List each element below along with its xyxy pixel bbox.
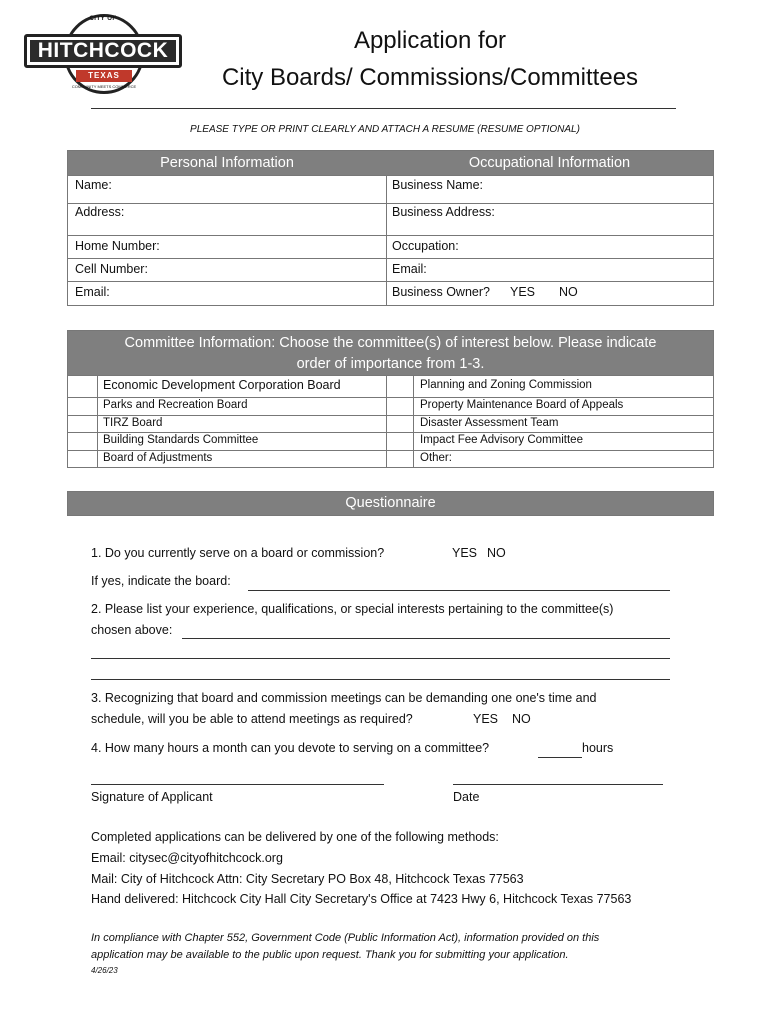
question-1-no[interactable]: NO (487, 546, 506, 560)
delivery-email: Email: citysec@cityofhitchcock.org (91, 851, 283, 865)
rank-box-divider (97, 375, 98, 467)
committee-option-adjustments[interactable]: Board of Adjustments (103, 452, 213, 464)
committee-option-other[interactable]: Other: (420, 452, 452, 464)
row-divider (68, 258, 713, 259)
delivery-mail: Mail: City of Hitchcock Attn: City Secretary PO Box 48, Hitchcock Texas 77563 (91, 872, 524, 886)
personal-header (68, 151, 386, 175)
row-divider (68, 375, 713, 376)
business-owner-yes[interactable]: YES (510, 285, 536, 299)
committee-option-planning-zoning[interactable]: Planning and Zoning Commission (420, 379, 592, 391)
occupational-header (386, 151, 713, 175)
logo-name: HITCHCOCK (30, 40, 176, 62)
business-owner-no[interactable]: NO (559, 285, 578, 299)
business-email-field[interactable]: Email: (392, 262, 427, 276)
cell-number-field[interactable]: Cell Number: (75, 262, 148, 276)
occupational-header-label: Occupational Information (468, 155, 631, 171)
row-divider (68, 450, 713, 451)
committee-header (68, 331, 713, 375)
committee-option-building-standards[interactable]: Building Standards Committee (103, 434, 259, 446)
home-number-field[interactable]: Home Number: (75, 239, 160, 253)
questionnaire-header-label: Questionnaire (345, 495, 436, 511)
committee-header-line2: order of importance from 1-3. (296, 356, 485, 372)
committee-option-edc[interactable]: Economic Development Corporation Board (103, 378, 341, 392)
occupation-field[interactable]: Occupation: (392, 239, 459, 253)
business-name-field[interactable]: Business Name: (392, 178, 484, 192)
personal-email-field[interactable]: Email: (75, 285, 110, 299)
experience-input-line[interactable] (182, 625, 670, 639)
board-name-input-line[interactable] (248, 576, 670, 591)
business-address-field[interactable]: Business Address: (392, 205, 495, 219)
delivery-hand: Hand delivered: Hitchcock City Hall City Secretary's Office at 7423 Hwy 6, Hitchcock Texas 77563 (91, 892, 632, 906)
row-divider (68, 415, 713, 416)
logo-city-of: CITY OF (89, 16, 117, 22)
table-divider-vertical (386, 175, 387, 305)
row-divider (68, 235, 713, 236)
date-label: Date (453, 790, 480, 804)
name-field[interactable]: Name: (75, 178, 112, 192)
date-line[interactable] (453, 770, 663, 785)
questionnaire-header (67, 491, 714, 516)
question-3-no[interactable]: NO (512, 712, 531, 726)
question-4-unit: hours (582, 741, 614, 755)
revision-date: 4/26/23 (91, 966, 118, 975)
committee-option-impact-fee[interactable]: Impact Fee Advisory Committee (420, 434, 583, 446)
logo-motto: COMMUNITY MEETS COMMERCE (71, 84, 137, 89)
experience-input-line[interactable] (91, 666, 670, 680)
question-2-line2: chosen above: (91, 623, 173, 637)
question-3-yes[interactable]: YES (473, 712, 499, 726)
question-4: 4. How many hours a month can you devote to serving on a committee? (91, 741, 490, 755)
signature-label: Signature of Applicant (91, 790, 213, 804)
row-divider (68, 203, 713, 204)
personal-header-label: Personal Information (160, 155, 294, 171)
committee-header-line1: Committee Information: Choose the committee(s) of interest below. Please indicate (124, 335, 657, 351)
question-1-followup: If yes, indicate the board: (91, 574, 231, 588)
page-title-line2: City Boards/ Commissions/Committees (221, 64, 639, 91)
city-logo (24, 14, 182, 96)
delivery-intro: Completed applications can be delivered by one of the following methods: (91, 830, 499, 844)
instructions: PLEASE TYPE OR PRINT CLEARLY AND ATTACH A RESUME (RESUME OPTIONAL) (190, 124, 580, 135)
row-divider (68, 175, 713, 176)
logo-state: TEXAS (76, 70, 132, 82)
compliance-line2: application may be available to the public upon request. Thank you for submitting your application. (91, 949, 569, 961)
question-3-line2: schedule, will you be able to attend meetings as required? (91, 712, 413, 726)
row-divider (68, 281, 713, 282)
page-title-line1: Application for (353, 27, 507, 54)
experience-input-line[interactable] (91, 645, 670, 659)
logo-banner (24, 34, 182, 68)
committee-table (67, 330, 714, 468)
column-divider (386, 375, 387, 467)
row-divider (68, 432, 713, 433)
question-1-yes[interactable]: YES (452, 546, 478, 560)
rank-box-divider (413, 375, 414, 467)
question-2-line1: 2. Please list your experience, qualifications, or special interests pertaining to the committee(s) (91, 602, 614, 616)
question-3-line1: 3. Recognizing that board and commission meetings can be demanding one one's time and (91, 691, 597, 705)
signature-line[interactable] (91, 770, 384, 785)
compliance-line1: In compliance with Chapter 552, Government Code (Public Information Act), information provided on this (91, 932, 600, 944)
committee-option-property-maintenance[interactable]: Property Maintenance Board of Appeals (420, 399, 624, 411)
personal-occupational-table (67, 150, 714, 306)
business-owner-label: Business Owner? (392, 285, 490, 299)
question-1: 1. Do you currently serve on a board or commission? (91, 546, 385, 560)
committee-option-tirz[interactable]: TIRZ Board (103, 417, 163, 429)
hours-input-line[interactable] (538, 743, 582, 758)
committee-option-disaster-assessment[interactable]: Disaster Assessment Team (420, 417, 559, 429)
title-divider (91, 108, 676, 109)
committee-option-parks[interactable]: Parks and Recreation Board (103, 399, 248, 411)
address-field[interactable]: Address: (75, 205, 125, 219)
row-divider (68, 397, 713, 398)
